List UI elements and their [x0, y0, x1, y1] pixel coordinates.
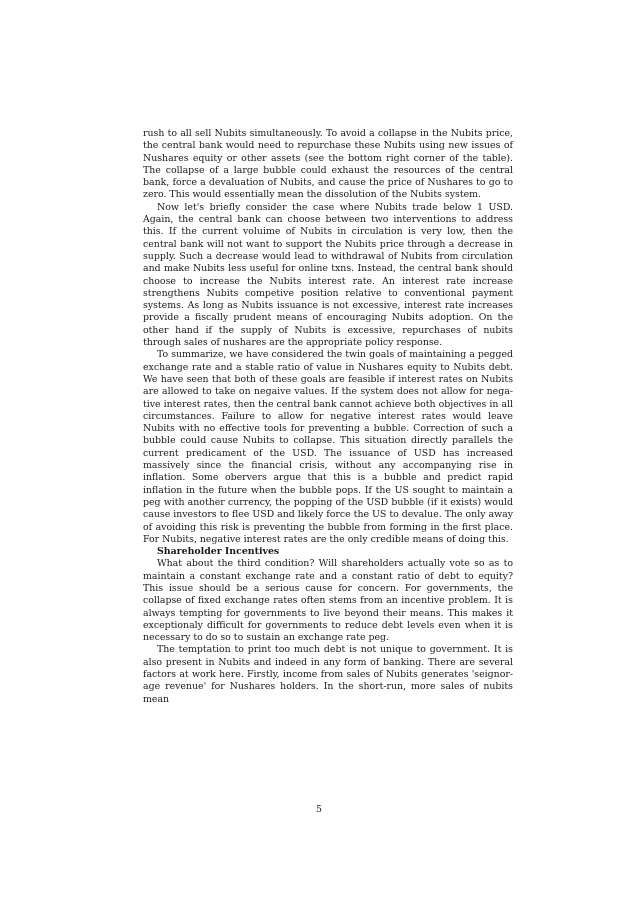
page-number: 5: [316, 804, 322, 815]
paragraph-5: The temptation to print too much debt is not unique to government. It is also present in Nubits and indeed in any form of banking. There are several factors at work here. Firstly, income from sales of Nubits generates 'seignorage revenue' for Nushares holders. In the short-run, more sales of nubits mean: [143, 644, 513, 705]
section-heading: Shareholder Incentives: [157, 546, 280, 558]
body-text: [143, 128, 513, 706]
paragraph-3: To summarize, we have considered the twin goals of maintaining a pegged exchange rate and a stable ratio of value in Nushares equity to Nubits debt. We have seen that both of these goals are feasible if interest rates on Nubits are allowed to take on negaive values. If the system does not allow for negative interest rates, then the central bank cannot achieve both objectives in all circumstances. Failure to allow for negative interest rates would leave Nubits with no effective tools for preventing a bubble. Correction of such a bubble could cause Nubits to collapse. This situation directly parallels the current predicament of the USD. The issuance of USD has increased massively since the financial crisis, without any accompanying rise in inflation. Some obervers argue that this is a bubble and predict rapid inflation in the future when the bubble pops. If the US sought to maintain a peg with another currency, the popping of the USD bubble (if it exists) would cause investors to flee USD and likely force the US to devalue. The only away of avoiding this risk is preventing the bubble from forming in the first place. For Nubits, negative interest rates are the only credible means of doing this.: [143, 349, 513, 545]
paragraph-2: Now let's briefly consider the case where Nubits trade below 1 USD. Again, the central bank can choose between two interventions to address this. If the current voluime of Nubits in circulation is very low, then the central bank will not want to support the Nubits price through a decrease in supply. Such a decrease would lead to withdrawal of Nubits from circulation and make Nubits less useful for online txns. Instead, the central bank should choose to increase the Nubits interest rate. An interest rate increase strengthens Nubits competive position relative to conventional payment systems. As long as Nubits issuance is not excessive, interest rate increases provide a fiscally prudent means of encouraging Nubits adoption. On the other hand if the supply of Nubits is excessive, repurchases of nubits through sales of nushares are the appropriate policy response.: [143, 201, 513, 349]
paragraph-1: rush to all sell Nubits simultaneously. To avoid a collapse in the Nubits price, the central bank would need to repurchase these Nubits using new issues of Nushares equity or other assets (see the bottom right corner of the table). The collapse of a large bubble could exhaust the resources of the central bank, force a devaluation of Nubits, and cause the price of Nushares to go to zero. This would essentially mean the dissolution of the Nubits system.: [143, 128, 513, 201]
paragraph-4: What about the third condition? Will shareholders actually vote so as to maintain a constant exchange rate and a constant ratio of debt to equity? This issue should be a serious cause for concern. For governments, the collapse of fixed exchange rates often stems from an incentive problem. It is always tempting for governments to live beyond their means. This makes it exceptionaly difficult for governments to reduce debt levels even when it is necessary to do so to sustain an exchange rate peg.: [143, 558, 513, 644]
